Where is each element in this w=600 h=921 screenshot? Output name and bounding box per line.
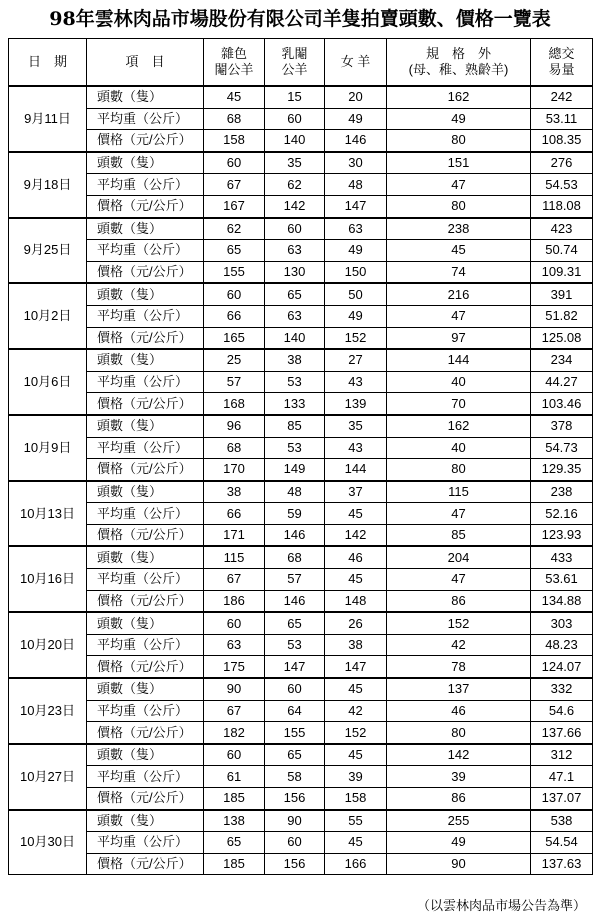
table-row <box>9 108 593 130</box>
item-cell: 價格（元/公斤） <box>87 656 204 678</box>
total-volume-cell: 332 <box>531 678 593 700</box>
dairy-castrated-ram-cell: 60 <box>265 678 325 700</box>
off-spec-cell: 40 <box>387 437 531 459</box>
date-cell: 10月20日 <box>9 612 87 678</box>
table-row <box>9 218 593 240</box>
table-row <box>9 766 593 788</box>
off-spec-cell: 47 <box>387 174 531 196</box>
off-spec-cell: 42 <box>387 634 531 656</box>
header-col4-line1: 規 格 外 <box>425 46 491 61</box>
header-ewe: 女 羊 <box>325 39 387 87</box>
item-cell: 平均重（公斤） <box>87 240 204 262</box>
off-spec-cell: 152 <box>387 612 531 634</box>
total-volume-cell: 276 <box>531 152 593 174</box>
mixed-castrated-ram-cell: 155 <box>204 261 265 283</box>
total-volume-cell: 137.07 <box>531 788 593 810</box>
off-spec-cell: 204 <box>387 546 531 568</box>
table-row <box>9 524 593 546</box>
item-cell: 平均重（公斤） <box>87 569 204 591</box>
table-row <box>9 86 593 108</box>
mixed-castrated-ram-cell: 25 <box>204 349 265 371</box>
table-row <box>9 678 593 700</box>
off-spec-cell: 255 <box>387 810 531 832</box>
table-body <box>9 86 593 875</box>
item-cell: 頭數（隻） <box>87 810 204 832</box>
item-cell: 頭數（隻） <box>87 152 204 174</box>
mixed-castrated-ram-cell: 60 <box>204 744 265 766</box>
ewe-cell: 150 <box>325 261 387 283</box>
total-volume-cell: 378 <box>531 415 593 437</box>
ewe-cell: 63 <box>325 218 387 240</box>
mixed-castrated-ram-cell: 60 <box>204 612 265 634</box>
item-cell: 價格（元/公斤） <box>87 788 204 810</box>
dairy-castrated-ram-cell: 140 <box>265 130 325 152</box>
mixed-castrated-ram-cell: 138 <box>204 810 265 832</box>
ewe-cell: 30 <box>325 152 387 174</box>
total-volume-cell: 54.6 <box>531 700 593 722</box>
ewe-cell: 35 <box>325 415 387 437</box>
total-volume-cell: 433 <box>531 546 593 568</box>
off-spec-cell: 49 <box>387 832 531 854</box>
total-volume-cell: 48.23 <box>531 634 593 656</box>
table-row <box>9 503 593 525</box>
ewe-cell: 49 <box>325 108 387 130</box>
off-spec-cell: 216 <box>387 283 531 305</box>
mixed-castrated-ram-cell: 165 <box>204 327 265 349</box>
table-row <box>9 371 593 393</box>
off-spec-cell: 144 <box>387 349 531 371</box>
off-spec-cell: 97 <box>387 327 531 349</box>
dairy-castrated-ram-cell: 53 <box>265 437 325 459</box>
ewe-cell: 49 <box>325 240 387 262</box>
item-cell: 頭數（隻） <box>87 218 204 240</box>
ewe-cell: 49 <box>325 305 387 327</box>
table-row <box>9 240 593 262</box>
mixed-castrated-ram-cell: 67 <box>204 700 265 722</box>
off-spec-cell: 80 <box>387 722 531 744</box>
total-volume-cell: 312 <box>531 744 593 766</box>
ewe-cell: 38 <box>325 634 387 656</box>
off-spec-cell: 142 <box>387 744 531 766</box>
table-row <box>9 722 593 744</box>
item-cell: 價格（元/公斤） <box>87 590 204 612</box>
header-off-spec <box>387 39 531 87</box>
item-cell: 價格（元/公斤） <box>87 524 204 546</box>
mixed-castrated-ram-cell: 186 <box>204 590 265 612</box>
total-volume-cell: 124.07 <box>531 656 593 678</box>
dairy-castrated-ram-cell: 155 <box>265 722 325 744</box>
mixed-castrated-ram-cell: 63 <box>204 634 265 656</box>
mixed-castrated-ram-cell: 175 <box>204 656 265 678</box>
item-cell: 頭數（隻） <box>87 678 204 700</box>
off-spec-cell: 80 <box>387 130 531 152</box>
mixed-castrated-ram-cell: 158 <box>204 130 265 152</box>
mixed-castrated-ram-cell: 60 <box>204 283 265 305</box>
mixed-castrated-ram-cell: 67 <box>204 569 265 591</box>
dairy-castrated-ram-cell: 53 <box>265 371 325 393</box>
header-col1-line1: 雜色 <box>220 46 247 61</box>
total-volume-cell: 129.35 <box>531 459 593 481</box>
table-row <box>9 174 593 196</box>
ewe-cell: 147 <box>325 656 387 678</box>
mixed-castrated-ram-cell: 115 <box>204 546 265 568</box>
off-spec-cell: 86 <box>387 788 531 810</box>
total-volume-cell: 234 <box>531 349 593 371</box>
table-row <box>9 853 593 875</box>
item-cell: 平均重（公斤） <box>87 437 204 459</box>
off-spec-cell: 80 <box>387 459 531 481</box>
ewe-cell: 45 <box>325 744 387 766</box>
dairy-castrated-ram-cell: 149 <box>265 459 325 481</box>
ewe-cell: 42 <box>325 700 387 722</box>
total-volume-cell: 47.1 <box>531 766 593 788</box>
mixed-castrated-ram-cell: 167 <box>204 195 265 217</box>
date-cell: 9月18日 <box>9 152 87 218</box>
table-row <box>9 744 593 766</box>
ewe-cell: 48 <box>325 174 387 196</box>
off-spec-cell: 46 <box>387 700 531 722</box>
dairy-castrated-ram-cell: 140 <box>265 327 325 349</box>
mixed-castrated-ram-cell: 182 <box>204 722 265 744</box>
table-row <box>9 612 593 634</box>
mixed-castrated-ram-cell: 185 <box>204 853 265 875</box>
date-cell: 10月2日 <box>9 283 87 349</box>
table-row <box>9 810 593 832</box>
header-date: 日 期 <box>9 39 87 87</box>
header-item: 項 目 <box>87 39 204 87</box>
dairy-castrated-ram-cell: 64 <box>265 700 325 722</box>
dairy-castrated-ram-cell: 65 <box>265 283 325 305</box>
header-col4-line2: (母、稚、熟齡羊) <box>408 62 509 77</box>
ewe-cell: 45 <box>325 503 387 525</box>
ewe-cell: 27 <box>325 349 387 371</box>
mixed-castrated-ram-cell: 65 <box>204 240 265 262</box>
total-volume-cell: 54.53 <box>531 174 593 196</box>
ewe-cell: 146 <box>325 130 387 152</box>
ewe-cell: 45 <box>325 569 387 591</box>
date-cell: 9月25日 <box>9 218 87 284</box>
off-spec-cell: 45 <box>387 240 531 262</box>
total-volume-cell: 538 <box>531 810 593 832</box>
item-cell: 頭數（隻） <box>87 546 204 568</box>
off-spec-cell: 47 <box>387 503 531 525</box>
table-row <box>9 481 593 503</box>
date-cell: 10月6日 <box>9 349 87 415</box>
dairy-castrated-ram-cell: 35 <box>265 152 325 174</box>
off-spec-cell: 47 <box>387 569 531 591</box>
ewe-cell: 43 <box>325 437 387 459</box>
table-row <box>9 437 593 459</box>
item-cell: 價格（元/公斤） <box>87 261 204 283</box>
mixed-castrated-ram-cell: 66 <box>204 503 265 525</box>
ewe-cell: 158 <box>325 788 387 810</box>
dairy-castrated-ram-cell: 130 <box>265 261 325 283</box>
header-mixed-castrated-ram <box>204 39 265 87</box>
off-spec-cell: 162 <box>387 86 531 108</box>
mixed-castrated-ram-cell: 170 <box>204 459 265 481</box>
table-row <box>9 195 593 217</box>
off-spec-cell: 49 <box>387 108 531 130</box>
item-cell: 價格（元/公斤） <box>87 130 204 152</box>
mixed-castrated-ram-cell: 168 <box>204 393 265 415</box>
total-volume-cell: 118.08 <box>531 195 593 217</box>
mixed-castrated-ram-cell: 62 <box>204 218 265 240</box>
total-volume-cell: 53.11 <box>531 108 593 130</box>
table-row <box>9 152 593 174</box>
off-spec-cell: 86 <box>387 590 531 612</box>
dairy-castrated-ram-cell: 65 <box>265 744 325 766</box>
ewe-cell: 39 <box>325 766 387 788</box>
dairy-castrated-ram-cell: 58 <box>265 766 325 788</box>
ewe-cell: 43 <box>325 371 387 393</box>
total-volume-cell: 103.46 <box>531 393 593 415</box>
total-volume-cell: 303 <box>531 612 593 634</box>
ewe-cell: 152 <box>325 327 387 349</box>
item-cell: 頭數（隻） <box>87 415 204 437</box>
dairy-castrated-ram-cell: 156 <box>265 853 325 875</box>
dairy-castrated-ram-cell: 142 <box>265 195 325 217</box>
auction-table <box>8 38 593 875</box>
ewe-cell: 142 <box>325 524 387 546</box>
table-row <box>9 590 593 612</box>
date-cell: 10月9日 <box>9 415 87 481</box>
table-row <box>9 634 593 656</box>
source-note: （以雲林肉品市場公告為準） <box>416 898 586 913</box>
table-row <box>9 569 593 591</box>
mixed-castrated-ram-cell: 57 <box>204 371 265 393</box>
mixed-castrated-ram-cell: 65 <box>204 832 265 854</box>
dairy-castrated-ram-cell: 63 <box>265 240 325 262</box>
off-spec-cell: 85 <box>387 524 531 546</box>
date-cell: 10月23日 <box>9 678 87 744</box>
ewe-cell: 45 <box>325 832 387 854</box>
mixed-castrated-ram-cell: 45 <box>204 86 265 108</box>
date-cell: 10月13日 <box>9 481 87 547</box>
mixed-castrated-ram-cell: 67 <box>204 174 265 196</box>
table-row <box>9 700 593 722</box>
header-col5-line2: 易量 <box>548 62 575 77</box>
ewe-cell: 147 <box>325 195 387 217</box>
total-volume-cell: 391 <box>531 283 593 305</box>
table-row <box>9 415 593 437</box>
table-row <box>9 656 593 678</box>
dairy-castrated-ram-cell: 59 <box>265 503 325 525</box>
item-cell: 價格（元/公斤） <box>87 327 204 349</box>
off-spec-cell: 90 <box>387 853 531 875</box>
item-cell: 平均重（公斤） <box>87 371 204 393</box>
header-col5-line1: 總交 <box>548 46 575 61</box>
ewe-cell: 26 <box>325 612 387 634</box>
ewe-cell: 144 <box>325 459 387 481</box>
header-dairy-castrated-ram <box>265 39 325 87</box>
dairy-castrated-ram-cell: 90 <box>265 810 325 832</box>
item-cell: 頭數（隻） <box>87 349 204 371</box>
total-volume-cell: 53.61 <box>531 569 593 591</box>
off-spec-cell: 151 <box>387 152 531 174</box>
mixed-castrated-ram-cell: 61 <box>204 766 265 788</box>
mixed-castrated-ram-cell: 96 <box>204 415 265 437</box>
table-row <box>9 546 593 568</box>
table-row <box>9 130 593 152</box>
date-cell: 9月11日 <box>9 86 87 152</box>
dairy-castrated-ram-cell: 133 <box>265 393 325 415</box>
item-cell: 價格（元/公斤） <box>87 459 204 481</box>
mixed-castrated-ram-cell: 66 <box>204 305 265 327</box>
ewe-cell: 37 <box>325 481 387 503</box>
item-cell: 頭數（隻） <box>87 481 204 503</box>
item-cell: 頭數（隻） <box>87 86 204 108</box>
dairy-castrated-ram-cell: 62 <box>265 174 325 196</box>
total-volume-cell: 123.93 <box>531 524 593 546</box>
item-cell: 價格（元/公斤） <box>87 393 204 415</box>
item-cell: 平均重（公斤） <box>87 700 204 722</box>
date-cell: 10月27日 <box>9 744 87 810</box>
mixed-castrated-ram-cell: 68 <box>204 108 265 130</box>
item-cell: 價格（元/公斤） <box>87 195 204 217</box>
total-volume-cell: 50.74 <box>531 240 593 262</box>
off-spec-cell: 39 <box>387 766 531 788</box>
item-cell: 平均重（公斤） <box>87 305 204 327</box>
off-spec-cell: 40 <box>387 371 531 393</box>
total-volume-cell: 134.88 <box>531 590 593 612</box>
item-cell: 頭數（隻） <box>87 283 204 305</box>
mixed-castrated-ram-cell: 68 <box>204 437 265 459</box>
total-volume-cell: 52.16 <box>531 503 593 525</box>
dairy-castrated-ram-cell: 68 <box>265 546 325 568</box>
ewe-cell: 148 <box>325 590 387 612</box>
mixed-castrated-ram-cell: 185 <box>204 788 265 810</box>
header-row <box>9 39 593 87</box>
item-cell: 平均重（公斤） <box>87 503 204 525</box>
ewe-cell: 20 <box>325 86 387 108</box>
total-volume-cell: 238 <box>531 481 593 503</box>
total-volume-cell: 423 <box>531 218 593 240</box>
table-row <box>9 832 593 854</box>
item-cell: 平均重（公斤） <box>87 634 204 656</box>
ewe-cell: 45 <box>325 678 387 700</box>
off-spec-cell: 74 <box>387 261 531 283</box>
dairy-castrated-ram-cell: 60 <box>265 108 325 130</box>
item-cell: 頭數（隻） <box>87 744 204 766</box>
ewe-cell: 55 <box>325 810 387 832</box>
table-row <box>9 459 593 481</box>
dairy-castrated-ram-cell: 146 <box>265 524 325 546</box>
dairy-castrated-ram-cell: 156 <box>265 788 325 810</box>
item-cell: 平均重（公斤） <box>87 174 204 196</box>
mixed-castrated-ram-cell: 38 <box>204 481 265 503</box>
item-cell: 平均重（公斤） <box>87 832 204 854</box>
total-volume-cell: 242 <box>531 86 593 108</box>
date-cell: 10月30日 <box>9 810 87 875</box>
total-volume-cell: 44.27 <box>531 371 593 393</box>
off-spec-cell: 80 <box>387 195 531 217</box>
dairy-castrated-ram-cell: 53 <box>265 634 325 656</box>
date-cell: 10月16日 <box>9 546 87 612</box>
off-spec-cell: 115 <box>387 481 531 503</box>
table-row <box>9 788 593 810</box>
off-spec-cell: 162 <box>387 415 531 437</box>
mixed-castrated-ram-cell: 171 <box>204 524 265 546</box>
table-row <box>9 393 593 415</box>
dairy-castrated-ram-cell: 65 <box>265 612 325 634</box>
total-volume-cell: 109.31 <box>531 261 593 283</box>
item-cell: 平均重（公斤） <box>87 108 204 130</box>
ewe-cell: 166 <box>325 853 387 875</box>
item-cell: 價格（元/公斤） <box>87 853 204 875</box>
ewe-cell: 139 <box>325 393 387 415</box>
dairy-castrated-ram-cell: 57 <box>265 569 325 591</box>
ewe-cell: 152 <box>325 722 387 744</box>
off-spec-cell: 137 <box>387 678 531 700</box>
item-cell: 頭數（隻） <box>87 612 204 634</box>
table-row <box>9 283 593 305</box>
item-cell: 平均重（公斤） <box>87 766 204 788</box>
table-row <box>9 261 593 283</box>
mixed-castrated-ram-cell: 60 <box>204 152 265 174</box>
dairy-castrated-ram-cell: 48 <box>265 481 325 503</box>
dairy-castrated-ram-cell: 60 <box>265 218 325 240</box>
off-spec-cell: 70 <box>387 393 531 415</box>
header-col1-line2: 閹公羊 <box>214 62 254 77</box>
total-volume-cell: 108.35 <box>531 130 593 152</box>
table-row <box>9 327 593 349</box>
item-cell: 價格（元/公斤） <box>87 722 204 744</box>
mixed-castrated-ram-cell: 90 <box>204 678 265 700</box>
total-volume-cell: 54.73 <box>531 437 593 459</box>
table-row <box>9 349 593 371</box>
table-row <box>9 305 593 327</box>
dairy-castrated-ram-cell: 60 <box>265 832 325 854</box>
dairy-castrated-ram-cell: 147 <box>265 656 325 678</box>
header-total-volume <box>531 39 593 87</box>
document-title: 98年雲林肉品市場股份有限公司羊隻拍賣頭數、價格一覽表 <box>49 8 551 30</box>
total-volume-cell: 54.54 <box>531 832 593 854</box>
total-volume-cell: 137.63 <box>531 853 593 875</box>
ewe-cell: 50 <box>325 283 387 305</box>
total-volume-cell: 125.08 <box>531 327 593 349</box>
total-volume-cell: 137.66 <box>531 722 593 744</box>
total-volume-cell: 51.82 <box>531 305 593 327</box>
dairy-castrated-ram-cell: 63 <box>265 305 325 327</box>
header-col2-line2: 公羊 <box>281 62 308 77</box>
header-col2-line1: 乳閹 <box>281 46 308 61</box>
off-spec-cell: 238 <box>387 218 531 240</box>
ewe-cell: 46 <box>325 546 387 568</box>
dairy-castrated-ram-cell: 146 <box>265 590 325 612</box>
dairy-castrated-ram-cell: 38 <box>265 349 325 371</box>
dairy-castrated-ram-cell: 85 <box>265 415 325 437</box>
off-spec-cell: 47 <box>387 305 531 327</box>
off-spec-cell: 78 <box>387 656 531 678</box>
dairy-castrated-ram-cell: 15 <box>265 86 325 108</box>
